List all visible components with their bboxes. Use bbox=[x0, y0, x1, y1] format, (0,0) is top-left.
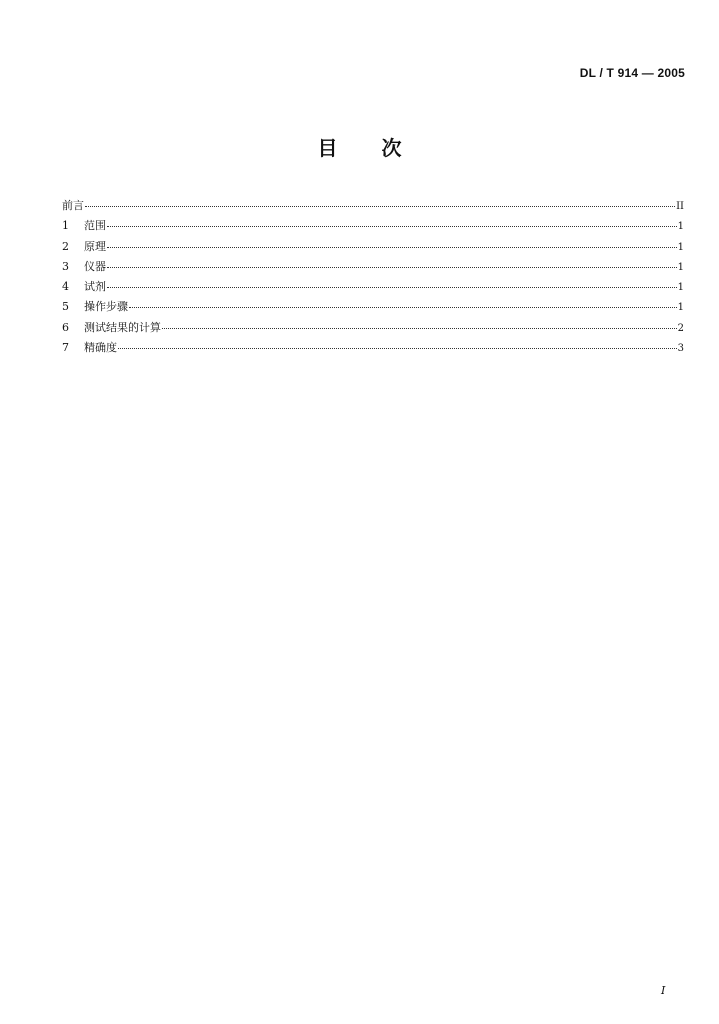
toc-entry-4[interactable] bbox=[62, 277, 684, 297]
dot-leader bbox=[107, 286, 677, 288]
toc-entry-title: 测试结果的计算 bbox=[84, 320, 161, 334]
dot-leader bbox=[118, 347, 677, 349]
toc-list bbox=[62, 196, 684, 358]
dot-leader bbox=[162, 327, 677, 329]
dot-leader bbox=[107, 225, 677, 227]
toc-entry-number: 4 bbox=[62, 280, 69, 294]
toc-entry-page: 1 bbox=[677, 302, 684, 314]
toc-entry-title: 仪器 bbox=[84, 259, 106, 273]
toc-entry-title: 操作步骤 bbox=[84, 300, 128, 314]
page-number: I bbox=[661, 984, 666, 997]
toc-title-char-2: 次 bbox=[381, 136, 402, 160]
toc-entry-title: 试剂 bbox=[84, 280, 106, 294]
toc-entry-3[interactable] bbox=[62, 257, 684, 277]
toc-entry-page: 1 bbox=[677, 261, 684, 273]
toc-entry-number: 1 bbox=[62, 219, 69, 233]
toc-entry-5[interactable] bbox=[62, 297, 684, 317]
toc-entry-page: 2 bbox=[677, 322, 684, 334]
toc-entry-number: 3 bbox=[62, 259, 69, 273]
toc-entry-page: 3 bbox=[677, 343, 684, 355]
toc-entry-2[interactable] bbox=[62, 237, 684, 257]
toc-entry-number: 2 bbox=[62, 239, 69, 253]
toc-entry-7[interactable] bbox=[62, 338, 684, 358]
toc-title-char-1: 目 bbox=[317, 136, 338, 160]
toc-entry-title: 精确度 bbox=[84, 341, 117, 355]
toc-entry-page: 1 bbox=[677, 282, 684, 294]
toc-entry-6[interactable] bbox=[62, 318, 684, 338]
toc-title bbox=[0, 132, 719, 161]
toc-entry-foreword[interactable] bbox=[62, 196, 684, 216]
dot-leader bbox=[107, 266, 677, 268]
standard-code: DL / T 914 — 2005 bbox=[579, 66, 685, 80]
toc-entry-number: 5 bbox=[62, 300, 69, 314]
toc-entry-page: II bbox=[676, 201, 684, 212]
toc-entry-number: 7 bbox=[62, 341, 69, 355]
dot-leader bbox=[107, 246, 677, 248]
dot-leader bbox=[129, 306, 677, 308]
dot-leader bbox=[85, 205, 675, 207]
toc-entry-1[interactable] bbox=[62, 216, 684, 236]
toc-entry-title: 原理 bbox=[84, 239, 106, 253]
toc-entry-title: 范围 bbox=[84, 219, 106, 233]
toc-entry-number: 6 bbox=[62, 320, 69, 334]
toc-entry-page: 1 bbox=[677, 221, 684, 233]
toc-entry-title: 前言 bbox=[62, 199, 84, 212]
toc-entry-page: 1 bbox=[677, 241, 684, 253]
